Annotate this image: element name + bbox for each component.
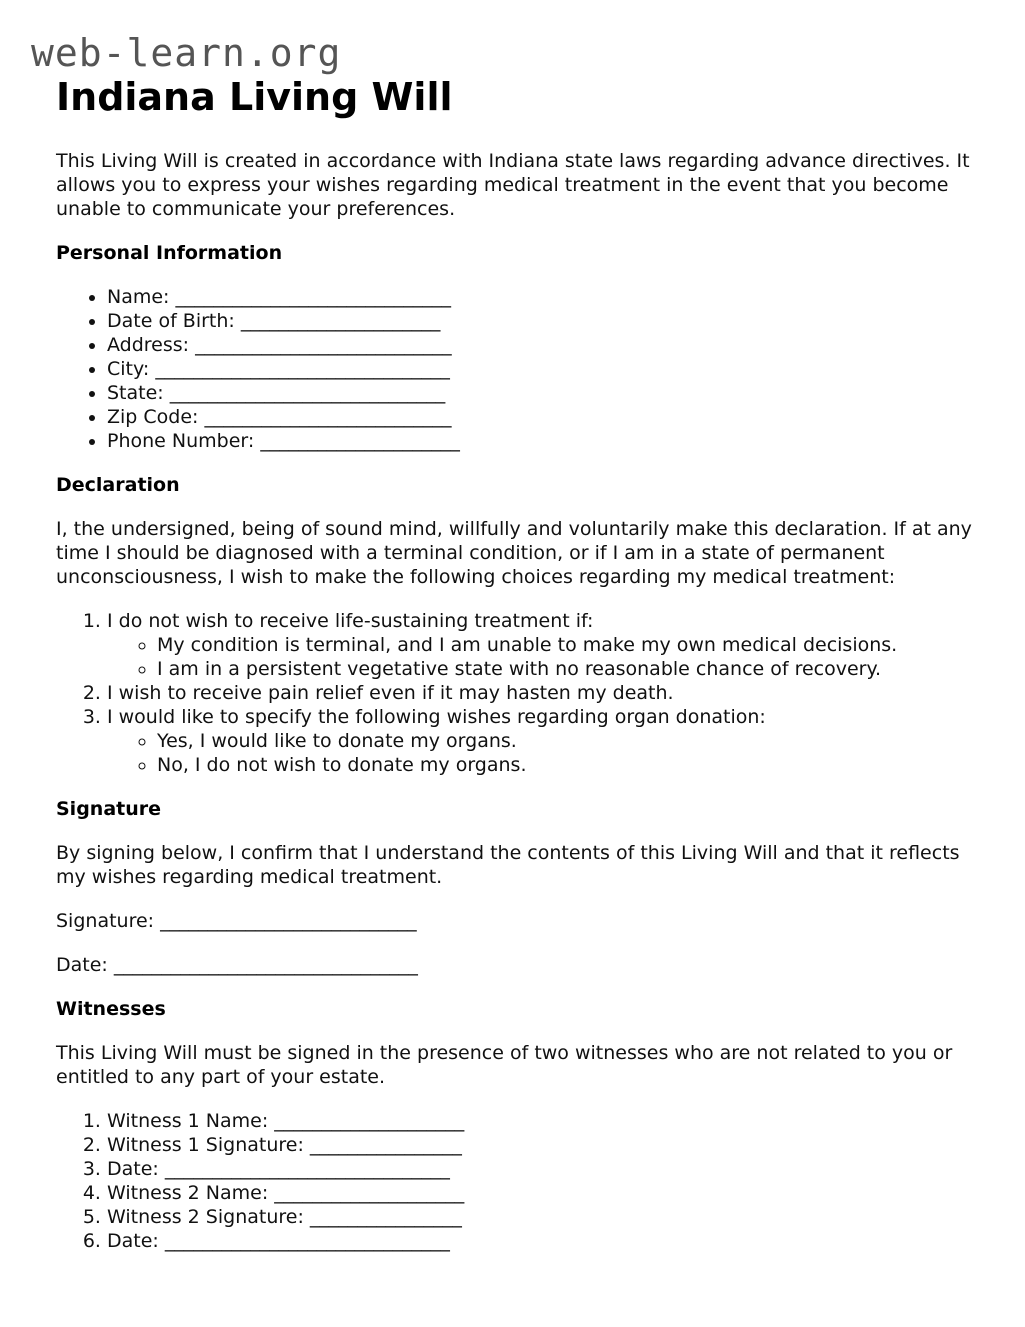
signature-label: Signature:	[56, 910, 155, 932]
signature-section	[56, 797, 976, 977]
personal-information-heading: Personal Information	[56, 242, 283, 264]
witness-item	[107, 1157, 976, 1181]
intro-paragraph: This Living Will is created in accordance with Indiana state laws regarding advance directives. It allows you to express your wishes regarding medical treatment in the event that you become unable to communicate your preferences.	[56, 150, 970, 220]
witness-label: Witness 1 Name:	[107, 1110, 269, 1132]
field-phone-number	[107, 429, 976, 453]
signature-paragraph: By signing below, I confirm that I understand the contents of this Living Will and that it reflects my wishes regarding medical treatment.	[56, 842, 960, 888]
date-line	[56, 953, 976, 977]
witness-item	[107, 1109, 976, 1133]
declaration-sub-list	[107, 633, 976, 681]
witnesses-list	[56, 1109, 976, 1253]
field-blank: __________________________	[204, 406, 452, 428]
date-label: Date:	[56, 954, 108, 976]
declaration-sub-item: ◦ My condition is terminal, and I am unable to make my own medical decisions.	[157, 633, 976, 657]
field-label: Zip Code:	[107, 406, 199, 428]
witness-blank: ________________	[309, 1134, 462, 1156]
witness-blank: ______________________________	[164, 1230, 450, 1252]
declaration-item-text: I would like to specify the following wishes regarding organ donation:	[107, 706, 766, 728]
declaration-item-text: I do not wish to receive life-sustaining treatment if:	[107, 610, 594, 632]
field-state	[107, 381, 976, 405]
witness-item	[107, 1133, 976, 1157]
signature-heading: Signature	[56, 798, 162, 820]
declaration-item-text: I wish to receive pain relief even if it may hasten my death.	[107, 682, 674, 704]
declaration-sub-item: ◦ I am in a persistent vegetative state with no reasonable chance of recovery.	[157, 657, 976, 681]
witnesses-section	[56, 997, 976, 1253]
witness-item	[107, 1229, 976, 1253]
witnesses-paragraph: This Living Will must be signed in the presence of two witnesses who are not related to you or entitled to any part of your estate.	[56, 1042, 953, 1088]
document-page	[56, 72, 976, 1253]
field-blank: _______________________________	[155, 358, 450, 380]
witnesses-heading: Witnesses	[56, 998, 166, 1020]
field-label: Phone Number:	[107, 430, 255, 452]
declaration-sub-item: ◦ No, I do not wish to donate my organs.	[157, 753, 976, 777]
witness-label: Witness 1 Signature:	[107, 1134, 304, 1156]
declaration-heading: Declaration	[56, 474, 180, 496]
witness-item	[107, 1181, 976, 1205]
date-blank: ________________________________	[113, 954, 418, 976]
signature-line	[56, 909, 976, 933]
witness-blank: ____________________	[274, 1182, 465, 1204]
witness-item	[107, 1205, 976, 1229]
field-zip-code	[107, 405, 976, 429]
declaration-paragraph: I, the undersigned, being of sound mind, willfully and voluntarily make this declaration. If at any time I should be diagnosed with a terminal condition, or if I am in a state of permanent unconsciousness, I wish to make the following choices regarding my medical treatment:	[56, 518, 972, 588]
declaration-sub-list	[107, 729, 976, 777]
signature-blank: ___________________________	[160, 910, 417, 932]
declaration-choices-list	[56, 609, 976, 777]
field-label: City:	[107, 358, 150, 380]
field-label: Name:	[107, 286, 170, 308]
witness-blank: ____________________	[274, 1110, 465, 1132]
declaration-item	[107, 681, 976, 705]
declaration-sub-item: ◦ Yes, I would like to donate my organs.	[157, 729, 976, 753]
witness-label: Date:	[107, 1158, 159, 1180]
declaration-item	[107, 705, 976, 777]
personal-information-section	[56, 241, 976, 453]
field-name	[107, 285, 976, 309]
witness-label: Witness 2 Signature:	[107, 1206, 304, 1228]
field-date-of-birth	[107, 309, 976, 333]
field-blank: _____________________	[260, 430, 460, 452]
field-blank: _____________________	[240, 310, 441, 332]
page-title: Indiana Living Will	[56, 75, 453, 119]
witness-blank: ______________________________	[164, 1158, 450, 1180]
declaration-item	[107, 609, 976, 681]
field-blank: _____________________________	[169, 382, 446, 404]
watermark: web-learn.org	[31, 31, 342, 75]
field-label: State:	[107, 382, 164, 404]
witness-blank: ________________	[309, 1206, 462, 1228]
field-label: Date of Birth:	[107, 310, 235, 332]
witness-label: Witness 2 Name:	[107, 1182, 269, 1204]
personal-fields-list	[56, 285, 976, 453]
witness-label: Date:	[107, 1230, 159, 1252]
field-city	[107, 357, 976, 381]
field-label: Address:	[107, 334, 190, 356]
field-blank: _____________________________	[175, 286, 452, 308]
declaration-section	[56, 473, 976, 777]
field-blank: ___________________________	[195, 334, 452, 356]
field-address	[107, 333, 976, 357]
